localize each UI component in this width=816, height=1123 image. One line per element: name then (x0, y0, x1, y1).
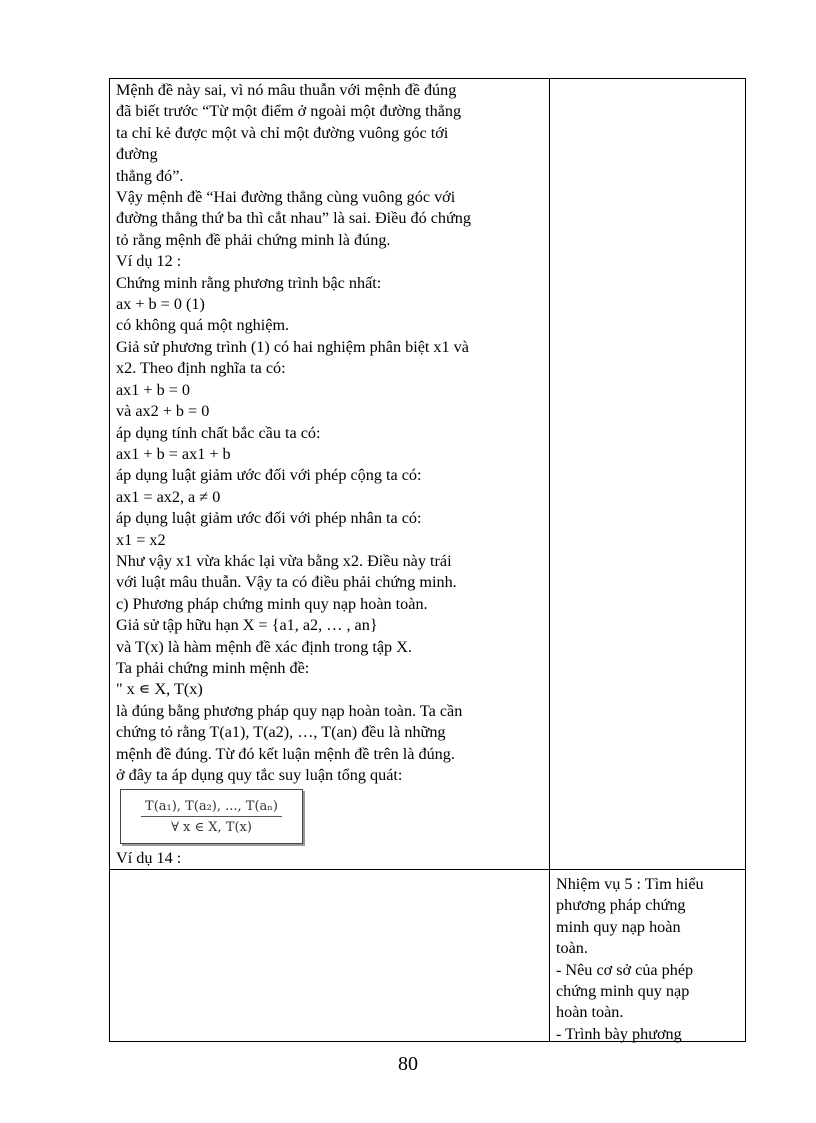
text-line: là đúng bằng phương pháp quy nạp hoàn toàn. Ta cần (116, 701, 463, 720)
column-divider (549, 79, 550, 1041)
text-line: Ta phải chứng minh mệnh đề: (116, 658, 310, 677)
page-number: 80 (398, 1053, 418, 1075)
text-line: áp dụng tính chất bắc cầu ta có: (116, 423, 321, 442)
text-line: mệnh đề đúng. Từ đó kết luận mệnh đề trên là đúng. (116, 744, 455, 763)
task-line: - Trình bày phương (556, 1024, 682, 1043)
equation-line: ax1 + b = 0 (116, 380, 191, 399)
task-line: toàn. (556, 939, 588, 958)
text-line: tỏ rằng mệnh đề phải chứng minh là đúng. (116, 230, 391, 249)
inference-rule-formula (120, 789, 303, 844)
text-line: áp dụng luật giảm ước đối với phép cộng ta có: (116, 466, 422, 485)
text-line: Mệnh đề này sai, vì nó mâu thuẫn với mệnh đề đúng (116, 81, 457, 99)
equation-line: ax + b = 0 (1) (116, 295, 205, 314)
content-table (109, 78, 746, 1042)
task-line: phương pháp chứng (556, 896, 686, 915)
equation-line: " x ∊ X, T(x) (116, 680, 203, 699)
example-heading: Ví dụ 12 : (116, 252, 182, 271)
formula-denominator: ∀ x ∈ X, T(x) (171, 819, 252, 835)
text-line: thẳng đó”. (116, 166, 184, 185)
formula-numerator: T(a₁), T(a₂), ..., T(aₙ) (141, 798, 282, 817)
left-column-cell (116, 80, 544, 870)
text-line: Giả sử tập hữu hạn X = {a1, a2, … , an} (116, 616, 378, 635)
text-line: và T(x) là hàm mệnh đề xác định trong tập X. (116, 637, 412, 656)
text-line: ta chỉ kẻ được một và chỉ một đường vuông góc tới (116, 123, 449, 142)
equation-line: ax1 = ax2, a ≠ 0 (116, 487, 221, 506)
text-line: đường (116, 145, 158, 164)
text-line: Vậy mệnh đề “Hai đường thẳng cùng vuông góc với (116, 188, 456, 207)
task-line: - Nêu cơ sở của phép (556, 960, 694, 979)
task-line: minh quy nạp hoàn (556, 917, 681, 936)
text-line: đường thẳng thứ ba thì cắt nhau” là sai. Điều đó chứng (116, 209, 471, 228)
section-heading: c) Phương pháp chứng minh quy nạp hoàn toàn. (116, 594, 428, 613)
text-line: Chứng minh rằng phương trình bậc nhất: (116, 273, 382, 292)
equation-line: và ax2 + b = 0 (116, 402, 210, 421)
task-line: hoàn toàn. (556, 1003, 624, 1022)
text-line: với luật mâu thuẫn. Vậy ta có điều phải chứng minh. (116, 573, 457, 592)
text-line: chứng tỏ rằng T(a1), T(a2), …, T(an) đều là những (116, 723, 446, 742)
example-heading: Ví dụ 14 : (116, 849, 182, 868)
text-line: áp dụng luật giảm ước đối với phép nhân ta có: (116, 509, 422, 528)
equation-line: x1 = x2 (116, 530, 166, 549)
task-line: Nhiệm vụ 5 : Tìm hiểu (556, 875, 704, 893)
text-line: đã biết trước “Từ một điểm ở ngoài một đường thẳng (116, 102, 462, 121)
text-line: có không quá một nghiệm. (116, 316, 290, 335)
text-line: Như vậy x1 vừa khác lại vừa bằng x2. Điều này trái (116, 551, 452, 570)
task-line: chứng minh quy nạp (556, 982, 690, 1001)
text-line: Giả sử phương trình (1) có hai nghiệm phân biệt x1 và (116, 337, 469, 356)
text-line: ở đây ta áp dụng quy tắc suy luận tổng quát: (116, 766, 403, 784)
equation-line: ax1 + b = ax1 + b (116, 444, 231, 463)
text-line: x2. Theo định nghĩa ta có: (116, 359, 286, 378)
right-column-cell (556, 874, 742, 1045)
